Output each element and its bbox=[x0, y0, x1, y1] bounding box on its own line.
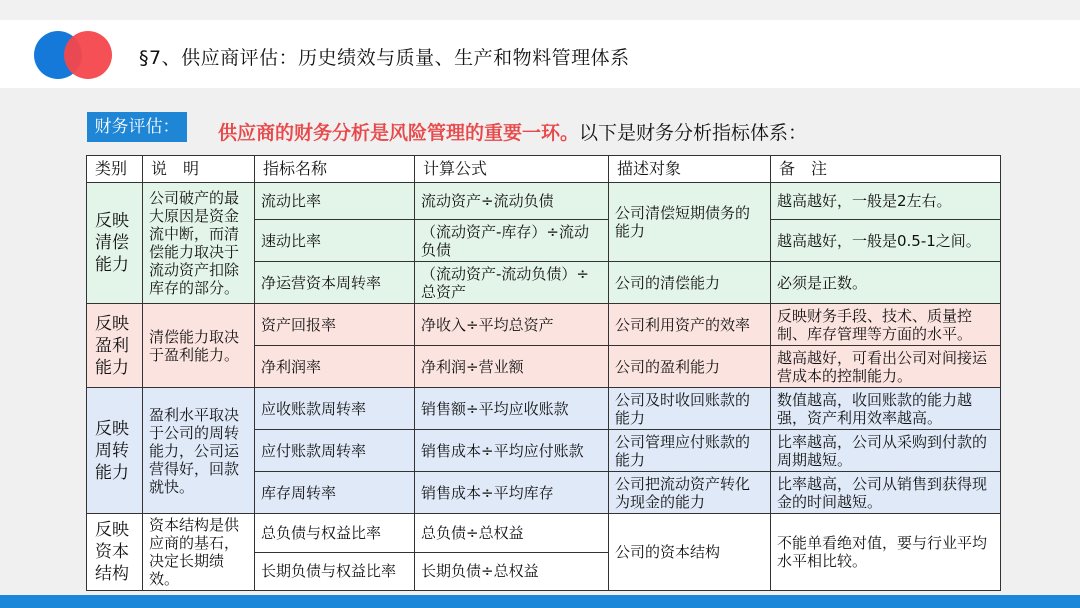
table-row bbox=[87, 304, 1001, 346]
section-tag: 财务评估： bbox=[87, 112, 187, 142]
indicator-cell: 速动比率 bbox=[255, 220, 415, 262]
remark-cell: 越高越好，可看出公司对间接运营成本的控制能力。 bbox=[771, 346, 1001, 388]
table-row bbox=[87, 514, 1001, 553]
formula-cell: 净利润÷营业额 bbox=[415, 346, 609, 388]
category-cell: 反映盈利能力 bbox=[87, 304, 143, 388]
formula-cell: （流动资产-流动负债）÷总资产 bbox=[415, 262, 609, 304]
formula-cell: 销售额÷平均应收账款 bbox=[415, 388, 609, 430]
object-cell: 公司清偿短期债务的能力 bbox=[609, 183, 771, 262]
formula-cell: 总负债÷总权益 bbox=[415, 514, 609, 553]
remark-cell: 比率越高，公司从销售到获得现金的时间越短。 bbox=[771, 472, 1001, 514]
formula-cell: 长期负债÷总权益 bbox=[415, 552, 609, 591]
remark-cell: 越高越好，一般是2左右。 bbox=[771, 183, 1001, 220]
object-cell: 公司的清偿能力 bbox=[609, 262, 771, 304]
header-category: 类别 bbox=[87, 156, 143, 183]
indicator-cell: 库存周转率 bbox=[255, 472, 415, 514]
remark-cell: 反映财务手段、技术、质量控制、库存管理等方面的水平。 bbox=[771, 304, 1001, 346]
object-cell: 公司的盈利能力 bbox=[609, 346, 771, 388]
indicator-cell: 应收账款周转率 bbox=[255, 388, 415, 430]
remark-cell: 越高越好，一般是0.5-1之间。 bbox=[771, 220, 1001, 262]
financial-indicator-table bbox=[86, 155, 1001, 591]
description-cell: 资本结构是供应商的基石，决定长期绩效。 bbox=[143, 514, 255, 591]
formula-cell: 净收入÷平均总资产 bbox=[415, 304, 609, 346]
indicator-cell: 总负债与权益比率 bbox=[255, 514, 415, 553]
table-header-row bbox=[87, 156, 1001, 183]
formula-cell: 销售成本÷平均库存 bbox=[415, 472, 609, 514]
object-cell: 公司的资本结构 bbox=[609, 514, 771, 591]
indicator-cell: 流动比率 bbox=[255, 183, 415, 220]
remark-cell: 比率越高，公司从采购到付款的周期越短。 bbox=[771, 430, 1001, 472]
remark-cell: 数值越高，收回账款的能力越强，资产利用效率越高。 bbox=[771, 388, 1001, 430]
intro-highlight: 供应商的财务分析是风险管理的重要一环。 bbox=[218, 122, 580, 144]
table-row bbox=[87, 183, 1001, 220]
formula-cell: 销售成本÷平均应付账款 bbox=[415, 430, 609, 472]
formula-cell: （流动资产-库存）÷流动负债 bbox=[415, 220, 609, 262]
formula-cell: 流动资产÷流动负债 bbox=[415, 183, 609, 220]
object-cell: 公司管理应付账款的能力 bbox=[609, 430, 771, 472]
category-cell: 反映周转能力 bbox=[87, 388, 143, 514]
description-cell: 公司破产的最大原因是资金流中断，而清偿能力取决于流动资产扣除库存的部分。 bbox=[143, 183, 255, 304]
header-object: 描述对象 bbox=[609, 156, 771, 183]
category-cell: 反映资本结构 bbox=[87, 514, 143, 591]
remark-cell: 不能单看绝对值，要与行业平均水平相比较。 bbox=[771, 514, 1001, 591]
indicator-cell: 净利润率 bbox=[255, 346, 415, 388]
indicator-cell: 长期负债与权益比率 bbox=[255, 552, 415, 591]
top-band bbox=[0, 0, 1080, 20]
header-formula: 计算公式 bbox=[415, 156, 609, 183]
header-description: 说 明 bbox=[143, 156, 255, 183]
object-cell: 公司把流动资产转化为现金的能力 bbox=[609, 472, 771, 514]
remark-cell: 必须是正数。 bbox=[771, 262, 1001, 304]
indicator-cell: 净运营资本周转率 bbox=[255, 262, 415, 304]
bottom-bar bbox=[0, 595, 1080, 608]
description-cell: 清偿能力取决于盈利能力。 bbox=[143, 304, 255, 388]
header-indicator-name: 指标名称 bbox=[255, 156, 415, 183]
description-cell: 盈利水平取决于公司的周转能力，公司运营得好，回款就快。 bbox=[143, 388, 255, 514]
indicator-cell: 资产回报率 bbox=[255, 304, 415, 346]
intro-rest: 以下是财务分析指标体系： bbox=[579, 122, 808, 144]
logo-icon bbox=[34, 31, 114, 79]
object-cell: 公司及时收回账款的能力 bbox=[609, 388, 771, 430]
intro-text bbox=[218, 118, 807, 145]
category-cell: 反映清偿能力 bbox=[87, 183, 143, 304]
table-row bbox=[87, 388, 1001, 430]
object-cell: 公司利用资产的效率 bbox=[609, 304, 771, 346]
page-title: §7、供应商评估：历史绩效与质量、生产和物料管理体系 bbox=[139, 47, 630, 69]
header-remark: 备 注 bbox=[771, 156, 1001, 183]
logo-red-circle bbox=[64, 31, 112, 79]
indicator-cell: 应付账款周转率 bbox=[255, 430, 415, 472]
